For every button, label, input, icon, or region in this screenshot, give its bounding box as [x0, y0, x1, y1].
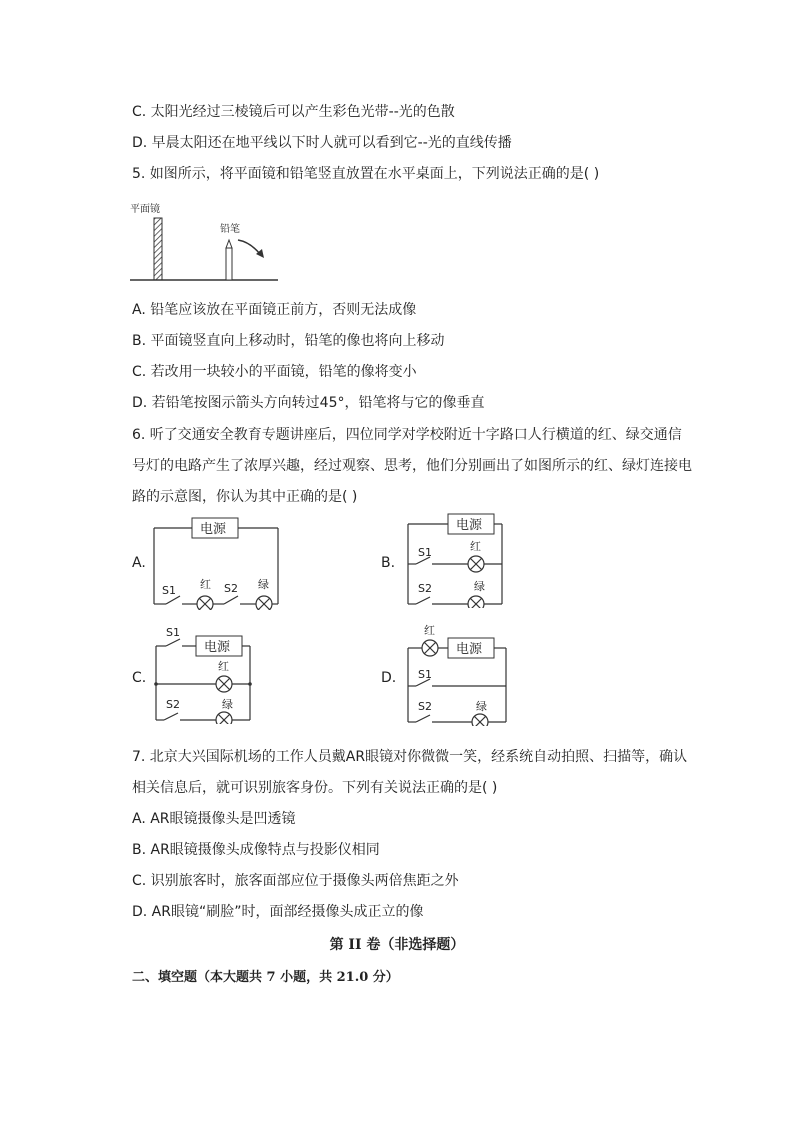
pencil — [226, 248, 232, 280]
q7-stem-2: 相关信息后，就可识别旅客身份。下列有关说法正确的是( ) — [132, 780, 498, 796]
q7-option-c: C. 识别旅客时，旅客面部应位于摄像头两倍焦距之外 — [132, 873, 459, 889]
svg-text:电源: 电源 — [456, 642, 483, 657]
circuit-d-option: D. — [381, 670, 397, 686]
svg-text:绿: 绿 — [474, 580, 485, 593]
svg-text:电源: 电源 — [204, 640, 231, 655]
circuit-a — [150, 514, 284, 610]
svg-text:红: 红 — [470, 540, 481, 553]
mirror-label: 平面镜 — [130, 204, 160, 215]
pencil-label: 铅笔 — [220, 224, 240, 235]
rotation-arrow-icon — [238, 240, 260, 254]
q6-stem-2: 号灯的电路产生了浓厚兴趣，经过观察、思考，他们分别画出了如图所示的红、绿灯连接电 — [132, 458, 692, 474]
svg-text:红: 红 — [424, 624, 435, 637]
svg-text:S1: S1 — [166, 626, 180, 639]
mirror-pencil-figure — [126, 196, 286, 288]
svg-text:S1: S1 — [162, 584, 176, 597]
q6-stem-1: 6. 听了交通安全教育专题讲座后，四位同学对学校附近十字路口人行横道的红、绿交通信 — [132, 427, 682, 443]
q7-option-d: D. AR眼镜“刷脸”时，面部经摄像头成正立的像 — [132, 904, 424, 920]
circuit-c-option: C. — [132, 670, 147, 686]
svg-text:绿: 绿 — [476, 700, 487, 713]
q5-option-a: A. 铅笔应该放在平面镜正前方，否则无法成像 — [132, 302, 417, 318]
circuit-c — [150, 624, 256, 724]
q4-option-d: D. 早晨太阳还在地平线以下时人就可以看到它--光的直线传播 — [132, 135, 512, 151]
circuit-b-option: B. — [381, 555, 396, 571]
circuit-d — [402, 622, 518, 726]
svg-text:红: 红 — [200, 578, 211, 591]
svg-text:S2: S2 — [166, 698, 180, 711]
svg-text:S2: S2 — [418, 582, 432, 595]
mirror — [154, 218, 162, 280]
svg-text:S2: S2 — [224, 582, 238, 595]
q5-option-d: D. 若铅笔按图示箭头方向转过45°，铅笔将与它的像垂直 — [132, 395, 485, 411]
q5-option-b: B. 平面镜竖直向上移动时，铅笔的像也将向上移动 — [132, 333, 445, 349]
section-title: 第 II 卷（非选择题） — [329, 937, 465, 953]
svg-text:电源: 电源 — [200, 522, 227, 537]
q5-option-c: C. 若改用一块较小的平面镜，铅笔的像将变小 — [132, 364, 417, 380]
svg-text:电源: 电源 — [456, 518, 483, 533]
svg-text:S1: S1 — [418, 546, 432, 559]
svg-text:S1: S1 — [418, 668, 432, 681]
part-two-heading: 二、填空题（本大题共 7 小题，共 21.0 分） — [132, 970, 399, 985]
q4-option-c: C. 太阳光经过三棱镜后可以产生彩色光带--光的色散 — [132, 104, 455, 120]
q7-option-a: A. AR眼镜摄像头是凹透镜 — [132, 811, 296, 827]
q6-stem-3: 路的示意图，你认为其中正确的是( ) — [132, 489, 358, 505]
circuit-a-option: A. — [132, 555, 146, 571]
q5-stem: 5. 如图所示，将平面镜和铅笔竖直放置在水平桌面上，下列说法正确的是( ) — [132, 166, 600, 182]
circuit-b — [402, 512, 508, 608]
q7-stem-1: 7. 北京大兴国际机场的工作人员戴AR眼镜对你微微一笑，经系统自动拍照、扫描等，确认 — [132, 749, 688, 765]
svg-text:S2: S2 — [418, 700, 432, 713]
svg-text:红: 红 — [218, 660, 229, 673]
svg-text:绿: 绿 — [258, 578, 269, 591]
svg-text:绿: 绿 — [222, 698, 233, 711]
q7-option-b: B. AR眼镜摄像头成像特点与投影仪相同 — [132, 842, 380, 858]
